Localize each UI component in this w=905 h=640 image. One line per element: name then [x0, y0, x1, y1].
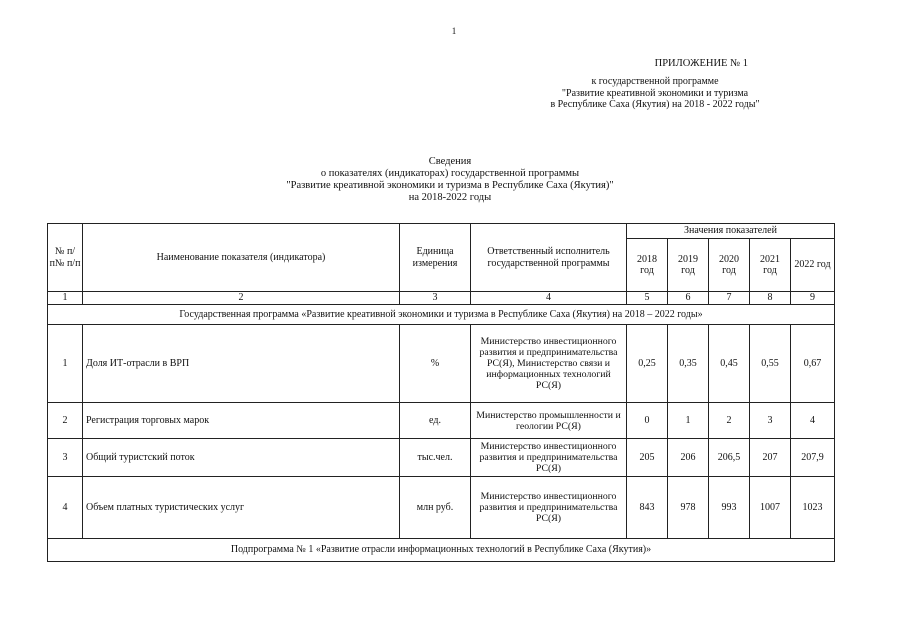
row-value: 0,25	[627, 325, 668, 403]
row-name: Регистрация торговых марок	[83, 403, 400, 439]
heading-line-4: на 2018-2022 годы	[408, 192, 492, 203]
row-value: 207,9	[791, 439, 835, 477]
row-executor: Министерство инвестиционного развития и предпринимательства РС(Я)	[471, 477, 627, 539]
appendix-subtitle	[500, 76, 810, 111]
table-row	[48, 325, 835, 403]
row-name: Общий туристский поток	[83, 439, 400, 477]
row-value: 0,55	[750, 325, 791, 403]
row-executor: Министерство инвестиционного развития и предпринимательства РС(Я), Министерство связи и информационных технологий РС(Я)	[471, 325, 627, 403]
column-number: 7	[709, 292, 750, 305]
row-value: 978	[668, 477, 709, 539]
header-name: Наименование показателя (индикатора)	[83, 224, 400, 292]
row-value: 0,35	[668, 325, 709, 403]
row-name: Объем платных туристических услуг	[83, 477, 400, 539]
heading-line-1: Сведения	[428, 156, 472, 167]
heading-line-2: о показателях (индикаторах) государственной программы	[320, 168, 580, 179]
row-value: 2	[709, 403, 750, 439]
program-title: Государственная программа «Развитие креативной экономики и туризма в Республике Саха (Якутия) на 2018 – 2022 годы»	[48, 305, 835, 325]
row-name: Доля ИТ-отрасли в ВРП	[83, 325, 400, 403]
heading-line-3: "Развитие креативной экономики и туризма в Республике Саха (Якутия)"	[286, 180, 614, 191]
column-number: 4	[471, 292, 627, 305]
row-unit: ед.	[400, 403, 471, 439]
row-unit: тыс.чел.	[400, 439, 471, 477]
row-num: 3	[48, 439, 83, 477]
column-number: 6	[668, 292, 709, 305]
appendix-line-1: к государственной программе	[591, 76, 719, 87]
column-number: 2	[83, 292, 400, 305]
table-row	[48, 477, 835, 539]
column-number: 3	[400, 292, 471, 305]
row-executor: Министерство промышленности и геологии РС(Я)	[471, 403, 627, 439]
subprogram-title-row	[48, 539, 835, 562]
table-row	[48, 403, 835, 439]
appendix-title: ПРИЛОЖЕНИЕ № 1	[654, 58, 748, 69]
table-row	[48, 439, 835, 477]
header-unit: Единица измерения	[400, 224, 471, 292]
indicators-table	[47, 223, 835, 562]
column-number: 8	[750, 292, 791, 305]
column-number: 5	[627, 292, 668, 305]
column-number: 9	[791, 292, 835, 305]
row-value: 0,67	[791, 325, 835, 403]
row-value: 1	[668, 403, 709, 439]
row-value: 4	[791, 403, 835, 439]
row-value: 206	[668, 439, 709, 477]
row-value: 206,5	[709, 439, 750, 477]
header-row-1	[48, 224, 835, 239]
row-value: 3	[750, 403, 791, 439]
row-value: 0,45	[709, 325, 750, 403]
header-year: 2018 год	[627, 239, 668, 292]
row-value: 205	[627, 439, 668, 477]
appendix-line-3: в Республике Саха (Якутия) на 2018 - 2022 годы"	[550, 99, 760, 110]
header-values-group: Значения показателей	[627, 224, 835, 239]
program-title-row	[48, 305, 835, 325]
header-executor: Ответственный исполнитель государственной программы	[471, 224, 627, 292]
appendix-line-2: "Развитие креативной экономики и туризма	[561, 87, 749, 99]
row-num: 4	[48, 477, 83, 539]
row-value: 1007	[750, 477, 791, 539]
row-value: 1023	[791, 477, 835, 539]
header-year: 2021 год	[750, 239, 791, 292]
column-numbers-row	[48, 292, 835, 305]
header-year: 2019 год	[668, 239, 709, 292]
row-value: 843	[627, 477, 668, 539]
header-year: 2022 год	[791, 239, 835, 292]
page-number: 1	[451, 26, 457, 36]
row-value: 0	[627, 403, 668, 439]
header-num: № п/п№ п/п	[48, 224, 83, 292]
row-num: 2	[48, 403, 83, 439]
column-number: 1	[48, 292, 83, 305]
row-unit: млн руб.	[400, 477, 471, 539]
row-num: 1	[48, 325, 83, 403]
header-year: 2020 год	[709, 239, 750, 292]
document-heading	[220, 156, 680, 204]
row-value: 207	[750, 439, 791, 477]
row-unit: %	[400, 325, 471, 403]
subprogram-title: Подпрограмма № 1 «Развитие отрасли информационных технологий в Республике Саха (Якутия)»	[48, 539, 835, 562]
row-executor: Министерство инвестиционного развития и предпринимательства РС(Я)	[471, 439, 627, 477]
row-value: 993	[709, 477, 750, 539]
